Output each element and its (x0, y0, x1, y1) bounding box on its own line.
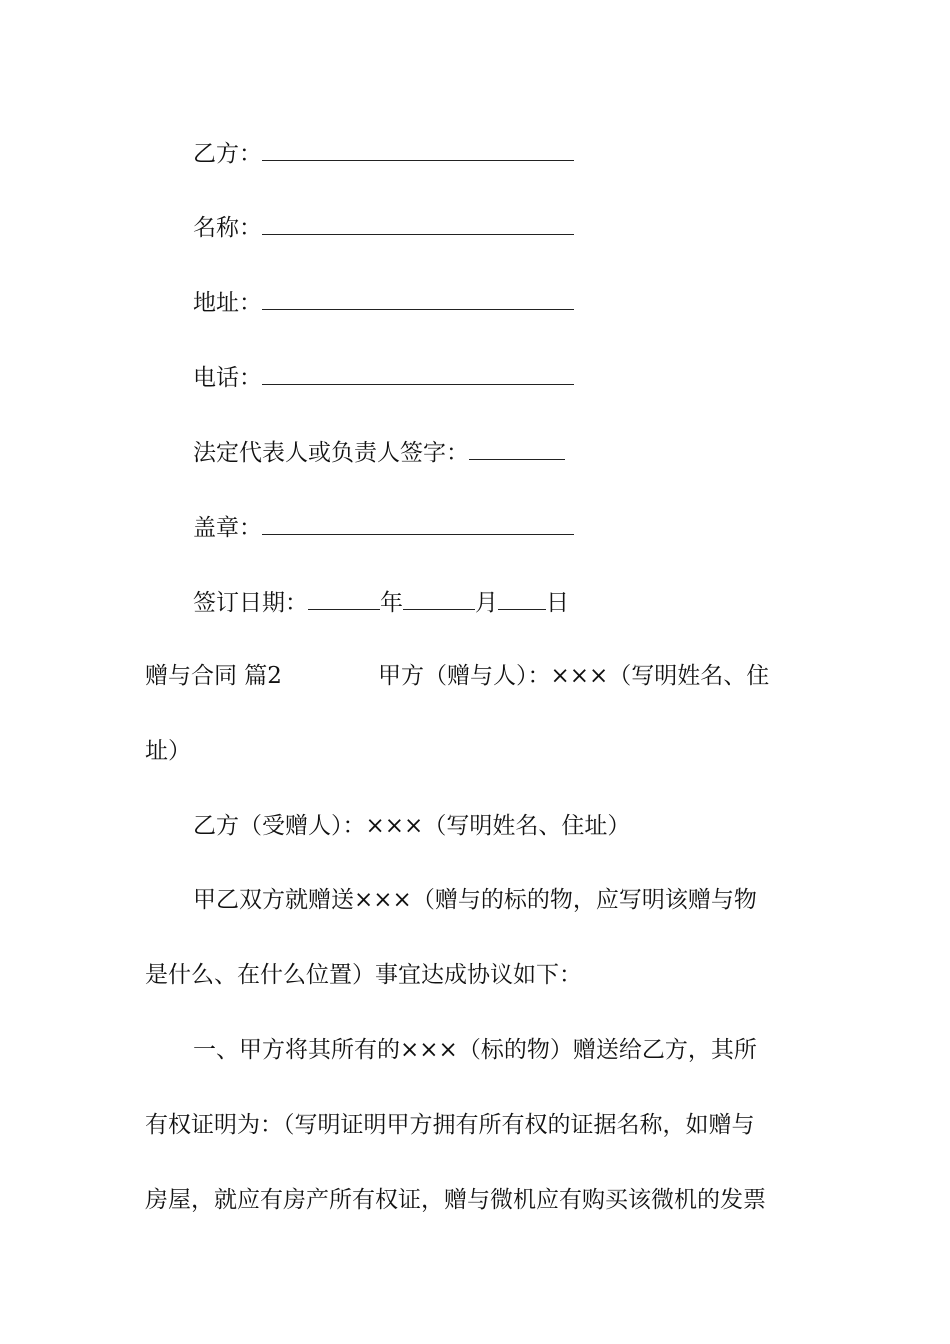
month-label: 月 (475, 590, 498, 616)
phone-blank (262, 362, 574, 385)
party-a-line-1: 甲方（赠与人）：×××（写明姓名、住 (377, 663, 770, 689)
party-b-row (193, 138, 858, 169)
contract2-heading-row (145, 661, 810, 691)
address-row (193, 287, 858, 318)
seal-label: 盖章： (193, 515, 262, 541)
clause1-line-1: 一、甲方将其所有的×××（标的物）赠送给乙方，其所 (193, 1037, 757, 1063)
year-label: 年 (380, 590, 403, 616)
clause1-line-3: 房屋，就应有房产所有权证，赠与微机应有购买该微机的发票 (145, 1187, 766, 1213)
month-blank (403, 587, 475, 610)
name-blank (262, 212, 574, 235)
name-row (193, 212, 858, 243)
representative-row (193, 437, 858, 468)
party-b-line: 乙方（受赠人）：×××（写明姓名、住址） (193, 813, 631, 839)
seal-blank (262, 512, 574, 535)
phone-row (193, 362, 858, 393)
intro-line-1: 甲乙双方就赠送×××（赠与的标的物，应写明该赠与物 (193, 887, 757, 913)
name-label: 名称： (193, 215, 262, 241)
representative-blank (469, 437, 565, 460)
sign-date-row (193, 587, 858, 618)
sign-date-label: 签订日期： (193, 590, 308, 616)
clause1-line-2: 有权证明为：（写明证明甲方拥有所有权的证据名称，如赠与 (145, 1112, 755, 1138)
contract2-heading: 赠与合同 篇2 (145, 663, 282, 689)
day-blank (498, 587, 546, 610)
phone-label: 电话： (193, 365, 262, 391)
party-a-line-2: 址） (145, 738, 191, 764)
seal-row (193, 512, 858, 543)
party-b-label: 乙方： (193, 141, 262, 167)
day-label: 日 (546, 590, 569, 616)
address-blank (262, 287, 574, 310)
address-label: 地址： (193, 290, 262, 316)
year-blank (308, 587, 380, 610)
intro-line-2: 是什么、在什么位置）事宜达成协议如下： (145, 962, 582, 988)
representative-label: 法定代表人或负责人签字： (193, 440, 469, 466)
party-b-blank (262, 138, 574, 161)
